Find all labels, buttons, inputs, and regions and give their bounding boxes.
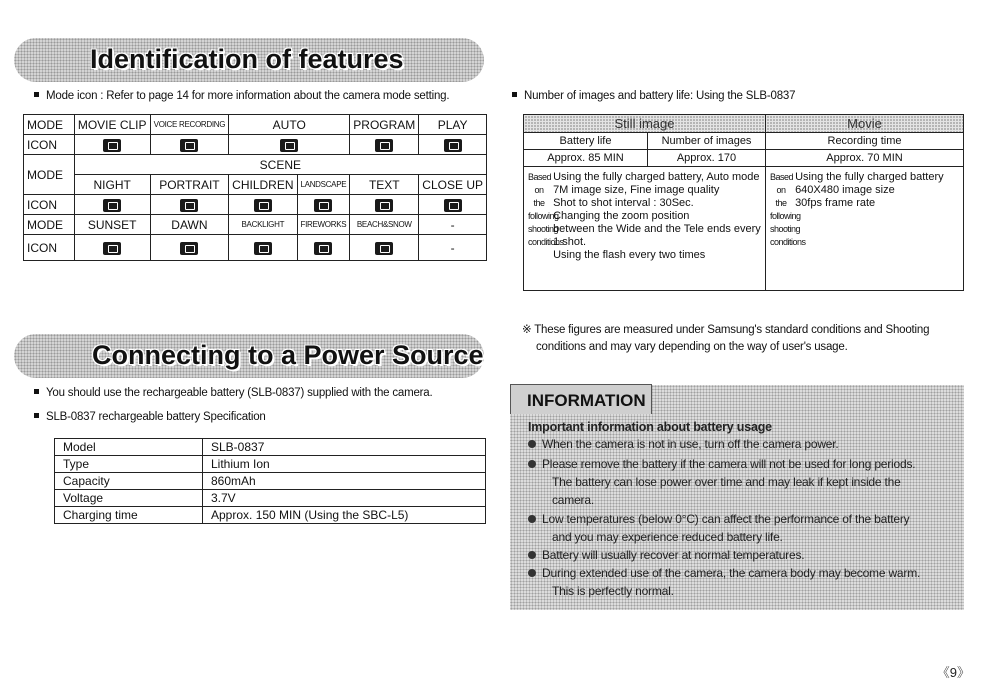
based-on-label: Based on the following shooting conditions [770,172,806,247]
table-row [24,155,487,175]
battery-life-col: Battery life [524,133,648,150]
battery-spec-table [54,438,486,524]
information-line-text: Battery will usually recover at normal temperatures. [542,548,805,562]
scene-cell-backlight: BACKLIGHT [229,215,297,235]
information-line-text: During extended use of the camera, the camera body may become warm. [542,566,921,580]
bullet-square-icon [34,413,39,418]
power-bullet-1-text: You should use the rechargeable battery (SLB-0837) supplied with the camera. [46,387,433,399]
play-mode-icon [444,139,462,152]
information-line: This is perfectly normal. [552,584,674,598]
spec-label: Type [55,456,203,473]
mode-cell-voice-recording: VOICE RECORDING [150,115,229,135]
information-line-text: When the camera is not in use, turn off the camera power. [542,437,839,451]
icon-cell [229,135,350,155]
battery-bullet-text: Number of images and battery life: Using the SLB-0837 [524,90,796,102]
icon-cell [297,235,350,261]
icon-cell [74,195,150,215]
condition-line: 7M image size, Fine image quality [553,184,720,196]
dawn-scene-icon [180,242,198,255]
battery-life-value: Approx. 85 MIN [524,150,648,167]
scene-cell-close-up: CLOSE UP [419,175,487,195]
portrait-scene-icon [180,199,198,212]
spec-value: 3.7V [203,490,486,507]
mode-header-cell: MODE [24,115,75,135]
table-row [55,439,486,456]
information-line: and you may experience reduced battery life. [552,530,783,544]
fireworks-scene-icon [314,242,332,255]
table-row [24,215,487,235]
table-row [55,456,486,473]
close-up-scene-icon [444,199,462,212]
table-row [24,235,487,261]
num-images-value: Approx. 170 [648,150,766,167]
icon-cell [419,195,487,215]
bullet-dot-icon [528,569,536,577]
measurement-note [522,322,929,356]
mode-note-text: Mode icon : Refer to page 14 for more information about the camera mode setting. [46,90,450,102]
voice-recording-icon [180,139,198,152]
table-row [55,473,486,490]
scene-cell-landscape: LANDSCAPE [297,175,350,195]
landscape-scene-icon [314,199,332,212]
beach-snow-scene-icon [375,242,393,255]
bullet-square-icon [34,92,39,97]
condition-line: 640X480 image size [795,184,895,196]
information-line [528,548,804,562]
condition-line: between the Wide and the Tele ends every [553,223,761,235]
information-line [528,512,909,526]
table-row [24,195,487,215]
information-line [528,437,839,451]
bullet-square-icon [34,389,39,394]
condition-line: 1 shot. [553,236,587,248]
icon-cell [229,235,297,261]
information-line [528,457,915,471]
bullet-dot-icon [528,551,536,559]
table-row [55,507,486,524]
icon-cell [229,195,297,215]
movie-conditions-cell [766,167,964,291]
power-bullet-1 [34,387,433,399]
num-images-col: Number of images [648,133,766,150]
spec-value: SLB-0837 [203,439,486,456]
icon-cell [350,195,419,215]
note-line-2: conditions and may vary depending on the way of user's usage. [536,341,848,353]
spec-label: Voltage [55,490,203,507]
auto-mode-icon [280,139,298,152]
movie-header: Movie [766,115,964,133]
battery-bullet [512,90,795,102]
mode-icon-table [23,114,487,261]
scene-cell-dawn: DAWN [150,215,229,235]
scene-label-cell: SCENE [74,155,486,175]
spec-label: Charging time [55,507,203,524]
scene-cell-text: TEXT [350,175,419,195]
condition-line: Using the flash every two times [553,249,706,261]
icon-cell [350,235,419,261]
sunset-scene-icon [103,242,121,255]
power-bullet-2 [34,411,266,423]
still-conditions-cell [524,167,766,291]
movie-conditions-text [795,171,944,210]
backlight-scene-icon [254,242,272,255]
table-row [524,167,964,291]
condition-line: Changing the zoom position [553,210,690,222]
scene-cell-fireworks: FIREWORKS [297,215,350,235]
page-number: 《9》 [936,665,970,680]
information-line: The battery can lose power over time and may leak if kept inside the [552,475,901,489]
mode-cell-movie-clip: MOVIE CLIP [74,115,150,135]
night-scene-icon [103,199,121,212]
battery-life-table [523,114,964,291]
bullet-dot-icon [528,460,536,468]
icon-cell [350,135,419,155]
information-tab: INFORMATION [510,384,652,414]
table-row [24,135,487,155]
still-conditions-text [553,171,761,262]
icon-cell [150,195,229,215]
scene-cell-night: NIGHT [74,175,150,195]
information-line [528,566,920,580]
icon-cell [74,235,150,261]
icon-cell [74,135,150,155]
bullet-square-icon [512,92,517,97]
spec-value: Approx. 150 MIN (Using the SBC-L5) [203,507,486,524]
text-scene-icon [375,199,393,212]
condition-line: Using the fully charged battery, Auto mode [553,171,760,183]
recording-time-col: Recording time [766,133,964,150]
mode-header-cell: MODE [24,155,75,195]
table-row [55,490,486,507]
scene-cell-sunset: SUNSET [74,215,150,235]
empty-cell: - [419,235,487,261]
recording-time-value: Approx. 70 MIN [766,150,964,167]
scene-cell-beach-snow: BEACH&SNOW [350,215,419,235]
power-bullet-2-text: SLB-0837 rechargeable battery Specification [46,411,266,423]
table-row [24,115,487,135]
still-image-header: Still image [524,115,766,133]
note-line-1: ※ These figures are measured under Samsung's standard conditions and Shooting [522,324,930,336]
empty-cell: - [419,215,487,235]
children-scene-icon [254,199,272,212]
condition-line: 30fps frame rate [795,197,876,209]
mode-header-cell: MODE [24,215,75,235]
mode-cell-play: PLAY [419,115,487,135]
movie-clip-icon [103,139,121,152]
icon-cell [150,135,229,155]
information-line: camera. [552,493,594,507]
spec-label: Model [55,439,203,456]
based-on-label: Based on the following shooting conditions [528,172,564,247]
mode-note [34,90,449,102]
features-title: Identification of features [90,44,404,74]
bullet-dot-icon [528,440,536,448]
condition-line: Using the fully charged battery [795,171,944,183]
scene-cell-portrait: PORTRAIT [150,175,229,195]
power-title: Connecting to a Power Source [92,340,484,370]
information-line-text: Please remove the battery if the camera will not be used for long periods. [542,457,916,471]
icon-cell [150,235,229,261]
table-row [24,175,487,195]
icon-header-cell: ICON [24,195,75,215]
icon-header-cell: ICON [24,235,75,261]
bullet-dot-icon [528,515,536,523]
scene-cell-children: CHILDREN [229,175,297,195]
spec-value: Lithium Ion [203,456,486,473]
icon-header-cell: ICON [24,135,75,155]
mode-cell-auto: AUTO [229,115,350,135]
program-mode-icon [375,139,393,152]
table-row [524,133,964,150]
table-row [524,115,964,133]
icon-cell [297,195,350,215]
table-row [524,150,964,167]
icon-cell [419,135,487,155]
spec-label: Capacity [55,473,203,490]
mode-cell-program: PROGRAM [350,115,419,135]
spec-value: 860mAh [203,473,486,490]
information-title: Important information about battery usage [528,420,772,434]
information-line-text: Low temperatures (below 0°C) can affect the performance of the battery [542,512,910,526]
condition-line: Shot to shot interval : 30Sec. [553,197,694,209]
